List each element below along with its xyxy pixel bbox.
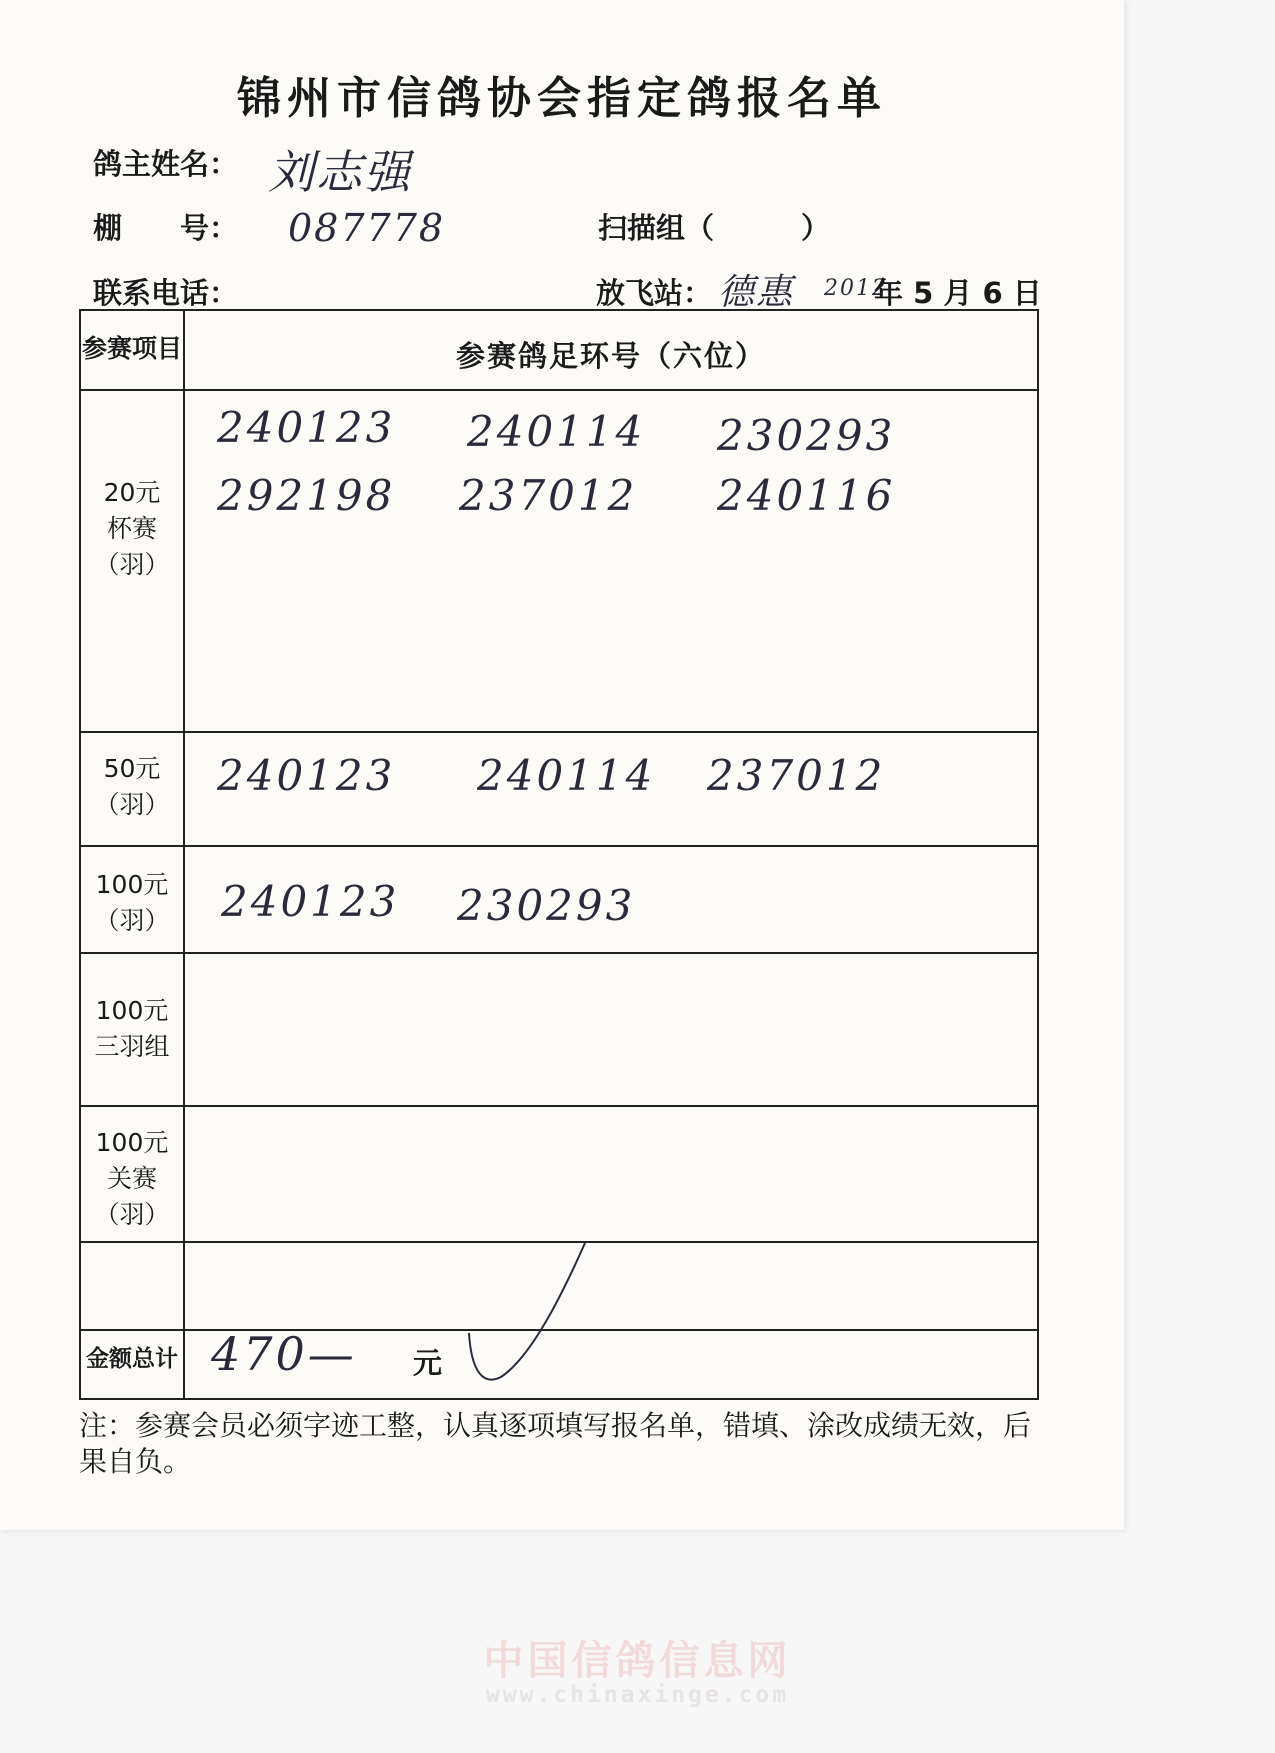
ring-number: 240116: [717, 471, 896, 520]
row-label-100: 100元 （羽）: [94, 870, 170, 935]
release-station-handwritten: 德惠: [718, 272, 795, 313]
row-label-100-three: 100元 三羽组: [94, 996, 170, 1061]
ring-number: 230293: [717, 411, 896, 460]
column-divider: [183, 311, 185, 1398]
row-divider: [81, 389, 1037, 391]
release-station-label: 放飞站：: [596, 276, 713, 310]
ring-number: 292198: [217, 471, 396, 520]
row-label-20-cup: 20元 杯赛 （羽）: [94, 478, 170, 579]
row-label-100-gate: 100元 关赛 （羽）: [94, 1128, 170, 1229]
row-label-50: 50元 （羽）: [94, 754, 170, 819]
ring-number: 240123: [217, 751, 396, 800]
row-divider: [81, 731, 1037, 733]
ring-number: 240123: [217, 403, 396, 452]
ring-number: 237012: [707, 751, 886, 800]
ring-number: 240114: [477, 751, 656, 800]
total-label: 金额总计: [86, 1346, 178, 1372]
loft-number-label: 棚 号：: [93, 211, 239, 245]
release-year-handwritten: 2012: [824, 276, 888, 301]
form-title: 锦州市信鸽协会指定鸽报名单: [237, 73, 887, 124]
row-divider: [81, 952, 1037, 954]
ring-number: 237012: [459, 471, 638, 520]
ring-number: 240114: [467, 407, 646, 456]
row-divider: [81, 845, 1037, 847]
check-mark: [461, 1237, 591, 1397]
loft-number-handwritten: 087778: [288, 206, 446, 250]
scan-group-label: 扫描组（ ）: [598, 211, 831, 245]
owner-name-label: 鸽主姓名：: [93, 147, 239, 181]
release-date-text: 年 5 月 6 日: [874, 276, 1042, 310]
row-divider: [81, 1105, 1037, 1107]
col-header-rings: 参赛鸽足环号（六位）: [455, 339, 766, 373]
entry-table: [79, 309, 1039, 1400]
ring-number: 230293: [457, 881, 636, 930]
total-unit: 元: [413, 1346, 443, 1380]
watermark-url: www.chinaxinge.com: [485, 1682, 790, 1708]
footer-note: 注：参赛会员必须字迹工整，认真逐项填写报名单，错填、涂改成绩无效，后果自负。: [79, 1409, 1032, 1478]
owner-name-handwritten: 刘志强: [268, 145, 412, 199]
phone-label: 联系电话：: [93, 276, 239, 310]
total-amount-handwritten: 470—: [211, 1327, 357, 1381]
watermark-site-name: 中国信鸽信息网: [483, 1638, 792, 1684]
col-header-item: 参赛项目: [81, 334, 182, 363]
ring-number: 240123: [221, 877, 400, 926]
